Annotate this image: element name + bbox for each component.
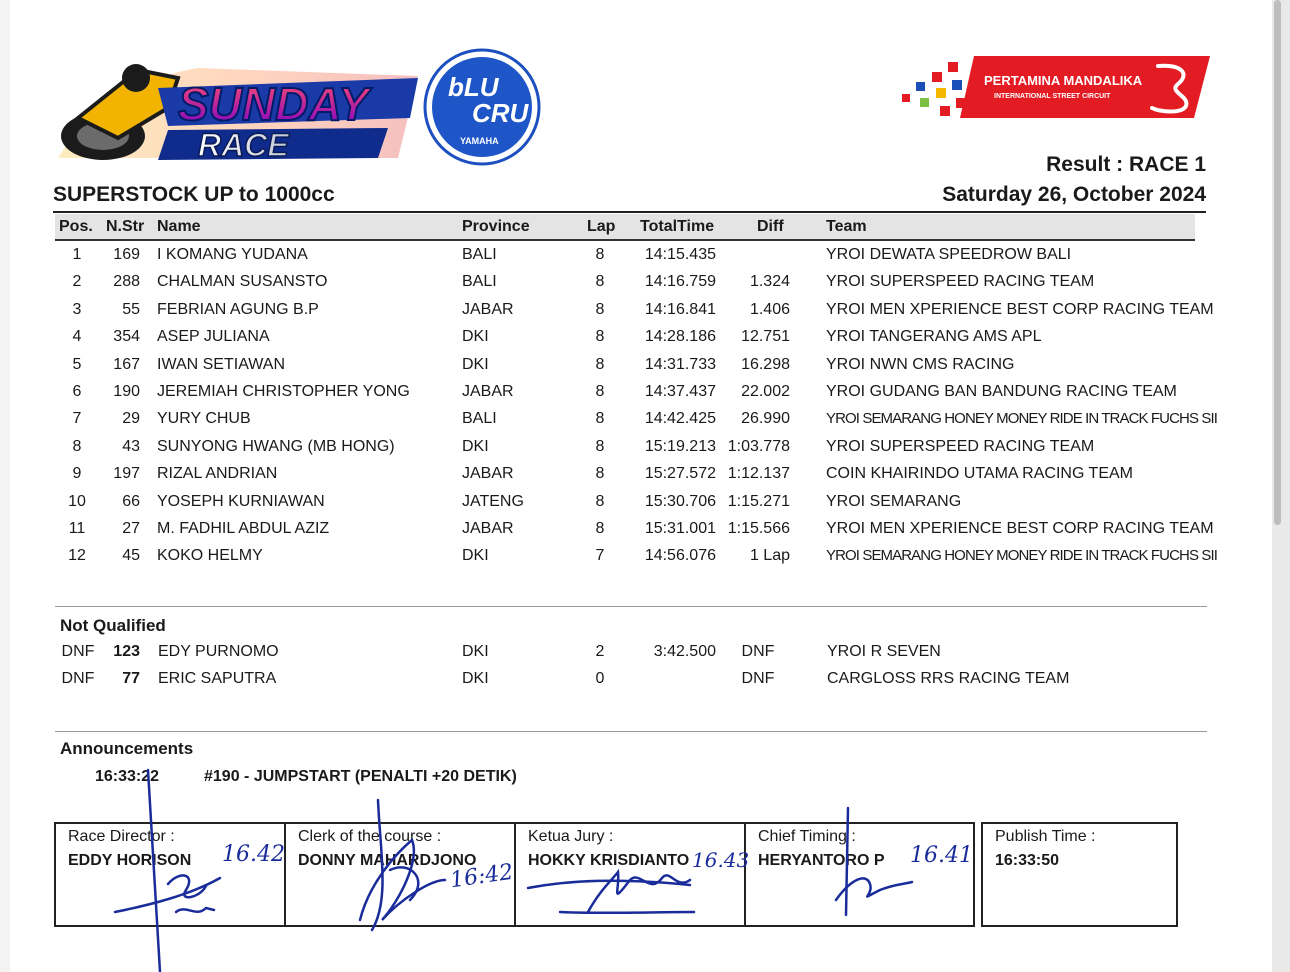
result-cell-province: JABAR xyxy=(462,383,514,400)
pertamina-text: PERTAMINA MANDALIKA xyxy=(984,73,1143,88)
nq-cell-province: DKI xyxy=(462,670,489,688)
result-cell-totaltime: 15:19.213 xyxy=(644,437,716,455)
announcement-text: #190 - JUMPSTART (PENALTI +20 DETIK) xyxy=(204,768,517,785)
result-cell-nstr: 29 xyxy=(122,410,140,428)
result-cell-nstr: 55 xyxy=(122,300,140,318)
result-cell-pos: 6 xyxy=(72,383,82,400)
nq-cell-diff: DNF xyxy=(741,643,775,660)
result-cell-diff: 1 Lap xyxy=(749,547,790,565)
publish-time-box xyxy=(981,822,1178,927)
result-cell-nstr: 190 xyxy=(113,383,140,400)
result-cell-diff: 12.751 xyxy=(741,328,790,346)
nq-cell-team: YROI R SEVEN xyxy=(827,643,941,660)
col-header-lap: Lap xyxy=(587,218,616,235)
result-cell-province: BALI xyxy=(462,246,497,263)
section-divider xyxy=(55,606,1207,607)
handwritten-time: 16.43 xyxy=(692,848,750,872)
nq-cell-name: EDY PURNOMO xyxy=(158,643,279,660)
result-cell-province: DKI xyxy=(462,547,489,565)
signature-role: Ketua Jury : xyxy=(528,828,614,845)
result-cell-name: ASEP JULIANA xyxy=(157,328,270,346)
not-qualified-title: Not Qualified xyxy=(60,616,166,635)
result-cell-name: M. FADHIL ABDUL AZIZ xyxy=(157,520,330,537)
result-cell-lap: 8 xyxy=(595,410,605,428)
pertamina-mandalika-logo xyxy=(890,52,1212,122)
result-cell-totaltime: 14:16.759 xyxy=(644,273,716,291)
result-cell-pos: 10 xyxy=(68,492,86,510)
signature-name: HOKKY KRISDIANTO xyxy=(528,852,690,869)
result-cell-pos: 9 xyxy=(72,465,82,483)
blu-text: bLU xyxy=(448,72,499,102)
result-cell-team: YROI MEN XPERIENCE BEST CORP RACING TEAM xyxy=(826,300,1214,318)
result-cell-province: JABAR xyxy=(462,520,514,537)
result-cell-totaltime: 15:31.001 xyxy=(644,520,716,537)
result-cell-province: JABAR xyxy=(462,300,514,318)
col-header-diff: Diff xyxy=(757,218,784,235)
result-cell-totaltime: 14:56.076 xyxy=(644,547,716,565)
nq-cell-lap: 0 xyxy=(595,670,605,688)
result-cell-diff: 1:03.778 xyxy=(727,437,790,455)
result-cell-diff: 1:12.137 xyxy=(727,465,790,483)
result-cell-totaltime: 14:31.733 xyxy=(644,355,716,373)
result-cell-diff: 1:15.566 xyxy=(727,520,790,537)
result-cell-team: YROI SEMARANG xyxy=(826,492,962,510)
result-cell-lap: 8 xyxy=(595,520,605,537)
result-cell-name: YOSEPH KURNIAWAN xyxy=(157,492,325,510)
vertical-scrollbar[interactable] xyxy=(1272,0,1290,972)
result-cell-lap: 8 xyxy=(595,328,605,346)
result-cell-totaltime: 14:16.841 xyxy=(644,300,716,318)
class-title: SUPERSTOCK UP to 1000cc xyxy=(53,183,335,206)
publish-time-value: 16:33:50 xyxy=(995,852,1060,869)
result-cell-totaltime: 14:37.437 xyxy=(644,383,716,400)
result-cell-lap: 8 xyxy=(595,383,605,400)
result-cell-province: JATENG xyxy=(462,492,524,510)
handwritten-time: 16.41 xyxy=(910,843,973,868)
nq-cell-diff: DNF xyxy=(741,670,775,688)
result-cell-pos: 11 xyxy=(68,520,86,537)
signature-name: DONNY MAHARDJONO xyxy=(298,852,477,869)
result-cell-diff: 1.406 xyxy=(749,300,790,318)
announcements-title: Announcements xyxy=(60,739,194,758)
sunday-logo-text-line2: RACE xyxy=(198,127,289,163)
result-cell-totaltime: 14:15.435 xyxy=(644,246,716,263)
result-cell-name: SUNYONG HWANG (MB HONG) xyxy=(157,437,395,455)
result-cell-pos: 3 xyxy=(72,300,82,318)
publish-time-label: Publish Time : xyxy=(995,828,1096,845)
nq-cell-team: CARGLOSS RRS RACING TEAM xyxy=(827,670,1070,688)
result-cell-name: KOKO HELMY xyxy=(157,547,263,565)
table-header-bar xyxy=(55,214,1195,240)
blu-cru-logo xyxy=(422,48,542,166)
handwritten-time: 16:42 xyxy=(448,859,515,894)
result-cell-name: FEBRIAN AGUNG B.P xyxy=(157,300,319,318)
col-header-province: Province xyxy=(462,218,530,235)
result-cell-team: YROI SUPERSPEED RACING TEAM xyxy=(826,273,1095,291)
signature-box-race-director xyxy=(54,822,286,927)
signature-role: Clerk of the course : xyxy=(298,828,442,845)
result-cell-team: YROI TANGERANG AMS APL xyxy=(826,328,1042,346)
result-cell-diff: 16.298 xyxy=(741,355,790,373)
result-cell-nstr: 27 xyxy=(122,520,140,537)
table-header-underline xyxy=(55,239,1195,241)
result-cell-province: DKI xyxy=(462,437,489,455)
result-cell-province: BALI xyxy=(462,273,497,291)
result-cell-diff: 1:15.271 xyxy=(727,492,790,510)
col-header-team: Team xyxy=(826,218,867,235)
nq-cell-pos: DNF xyxy=(61,670,95,688)
nq-cell-name: ERIC SAPUTRA xyxy=(158,670,277,688)
col-header-totaltime: TotalTime xyxy=(640,218,715,235)
result-cell-province: DKI xyxy=(462,355,489,373)
result-cell-pos: 7 xyxy=(72,410,82,428)
result-cell-lap: 8 xyxy=(595,273,605,291)
nq-cell-province: DKI xyxy=(462,643,489,660)
event-date: Saturday 26, October 2024 xyxy=(942,183,1206,206)
signature-name: EDDY HORISON xyxy=(68,852,192,869)
yamaha-text: YAMAHA xyxy=(460,136,499,146)
result-cell-team: YROI DEWATA SPEEDROW BALI xyxy=(826,246,1072,263)
result-cell-pos: 8 xyxy=(72,437,82,455)
result-cell-lap: 8 xyxy=(595,437,605,455)
result-cell-nstr: 43 xyxy=(122,437,140,455)
result-cell-province: DKI xyxy=(462,328,489,346)
result-cell-diff: 26.990 xyxy=(741,410,790,428)
result-cell-nstr: 45 xyxy=(122,547,140,565)
result-cell-lap: 7 xyxy=(595,547,605,565)
nq-cell-totaltime: 3:42.500 xyxy=(653,643,716,660)
signature-role: Chief Timing : xyxy=(758,828,856,845)
result-cell-pos: 5 xyxy=(72,355,82,373)
header-divider xyxy=(53,211,1206,213)
sunday-logo-text-line1: SUNDAY xyxy=(178,78,369,130)
result-cell-pos: 12 xyxy=(68,547,86,565)
result-cell-team: YROI GUDANG BAN BANDUNG RACING TEAM xyxy=(826,383,1177,400)
result-cell-team: YROI MEN XPERIENCE BEST CORP RACING TEAM xyxy=(826,520,1214,537)
result-cell-team: YROI SUPERSPEED RACING TEAM xyxy=(826,437,1095,455)
nq-cell-nstr: 77 xyxy=(122,670,140,688)
signature-box-chief-timing xyxy=(744,822,975,927)
col-header-pos: Pos. xyxy=(59,218,93,235)
result-cell-totaltime: 15:27.572 xyxy=(644,465,716,483)
signature-name: HERYANTORO P xyxy=(758,852,885,869)
result-cell-lap: 8 xyxy=(595,355,605,373)
result-cell-lap: 8 xyxy=(595,465,605,483)
col-header-nstr: N.Str xyxy=(106,218,145,235)
cru-text: CRU xyxy=(472,98,529,128)
result-cell-team: COIN KHAIRINDO UTAMA RACING TEAM xyxy=(826,465,1133,483)
result-cell-name: CHALMAN SUSANSTO xyxy=(157,273,328,291)
result-cell-pos: 2 xyxy=(72,273,82,291)
result-cell-name: IWAN SETIAWAN xyxy=(157,355,285,373)
section-divider xyxy=(55,731,1207,732)
result-cell-team: YROI SEMARANG HONEY MONEY RIDE IN TRACK FUCHS SII xyxy=(826,410,1217,428)
result-cell-lap: 8 xyxy=(595,246,605,263)
nq-cell-lap: 2 xyxy=(595,643,605,660)
scrollbar-thumb[interactable] xyxy=(1274,0,1281,525)
result-cell-totaltime: 14:42.425 xyxy=(644,410,716,428)
result-title: Result : RACE 1 xyxy=(1046,153,1206,176)
result-cell-totaltime: 15:30.706 xyxy=(644,492,716,510)
result-cell-team: YROI SEMARANG HONEY MONEY RIDE IN TRACK FUCHS SII xyxy=(826,547,1217,565)
result-cell-diff: 1.324 xyxy=(749,273,790,291)
result-cell-name: RIZAL ANDRIAN xyxy=(157,465,278,483)
result-cell-lap: 8 xyxy=(595,492,605,510)
nq-cell-nstr: 123 xyxy=(113,643,140,660)
result-cell-name: I KOMANG YUDANA xyxy=(157,246,308,263)
result-cell-pos: 4 xyxy=(72,328,82,346)
result-cell-pos: 1 xyxy=(72,246,82,263)
signature-role: Race Director : xyxy=(68,828,175,845)
result-cell-team: YROI NWN CMS RACING xyxy=(826,355,1015,373)
result-cell-diff: 22.002 xyxy=(741,383,790,400)
result-cell-totaltime: 14:28.186 xyxy=(644,328,716,346)
result-cell-nstr: 354 xyxy=(113,328,140,346)
result-cell-nstr: 197 xyxy=(113,465,140,483)
sunday-race-logo xyxy=(48,48,418,170)
circuit-text: INTERNATIONAL STREET CIRCUIT xyxy=(994,93,1111,100)
col-header-name: Name xyxy=(157,218,201,235)
result-cell-nstr: 66 xyxy=(122,492,140,510)
result-cell-nstr: 288 xyxy=(113,273,140,291)
result-cell-province: BALI xyxy=(462,410,497,428)
result-cell-lap: 8 xyxy=(595,300,605,318)
signature-box-ketua-jury xyxy=(514,822,746,927)
result-cell-name: YURY CHUB xyxy=(157,410,251,428)
nq-cell-pos: DNF xyxy=(61,643,95,660)
result-cell-name: JEREMIAH CHRISTOPHER YONG xyxy=(157,383,410,400)
result-cell-nstr: 169 xyxy=(113,246,140,263)
handwritten-time: 16.42 xyxy=(222,842,285,867)
announcement-time: 16:33:22 xyxy=(95,768,160,785)
result-cell-province: JABAR xyxy=(462,465,514,483)
result-cell-nstr: 167 xyxy=(113,355,140,373)
